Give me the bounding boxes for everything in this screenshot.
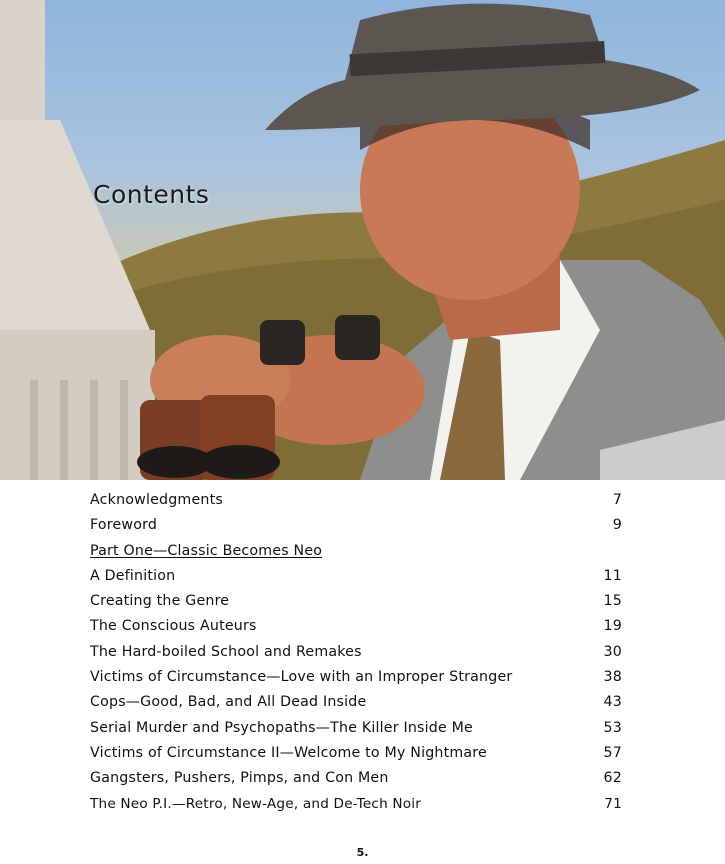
toc-entry (90, 770, 622, 795)
toc-entry-title: The Hard-boiled School and Remakes (90, 643, 362, 660)
toc-entry (90, 694, 622, 719)
toc-entry-title: Victims of Circumstance II—Welcome to My Nightmare (90, 744, 487, 761)
toc-entry-title: The Neo P.I.—Retro, New-Age, and De-Tech Noir (90, 795, 422, 812)
toc-entry-title: A Definition (90, 567, 176, 584)
toc-entry-page: 19 (603, 618, 622, 635)
toc-entry-title: Victims of Circumstance—Love with an Improper Stranger (90, 669, 513, 686)
toc-entry (90, 568, 622, 593)
toc-entry (90, 644, 622, 669)
page-number: 5. (356, 846, 369, 859)
toc-part-heading (90, 543, 622, 568)
toc-entry-page: 38 (603, 669, 622, 686)
toc-entry (90, 669, 622, 694)
toc-entry (90, 517, 622, 542)
toc-entry (90, 745, 622, 770)
toc-entry-page: 30 (603, 643, 622, 660)
toc-entry (90, 720, 622, 745)
toc-entry-title: Acknowledgments (90, 492, 223, 508)
toc-entry (90, 593, 622, 618)
toc-entry-title: Serial Murder and Psychopaths—The Killer Inside Me (90, 719, 473, 736)
toc-entry-page: 15 (603, 593, 622, 610)
toc-entry-page: 11 (603, 567, 622, 584)
toc-entry-page: 53 (603, 719, 622, 736)
toc-entry-title: The Conscious Auteurs (90, 618, 257, 635)
toc-entry (90, 618, 622, 643)
toc-entry-page: 9 (612, 517, 622, 534)
toc-entry-page: 43 (603, 694, 622, 711)
toc-part-title: Part One—Classic Becomes Neo (90, 542, 323, 559)
toc-entry-title: Creating the Genre (90, 593, 230, 610)
toc-entry (90, 796, 622, 821)
toc-entry (90, 492, 622, 517)
toc-entry-page: 7 (612, 492, 622, 508)
toc-entry-page: 57 (603, 744, 622, 761)
toc-entry-page: 71 (604, 795, 622, 812)
table-of-contents (90, 492, 622, 821)
toc-entry-title: Foreword (90, 517, 158, 534)
contents-heading: Contents (93, 180, 210, 209)
toc-entry-title: Gangsters, Pushers, Pimps, and Con Men (90, 770, 389, 787)
toc-entry-title: Cops—Good, Bad, and All Dead Inside (90, 694, 367, 711)
toc-entry-page: 62 (603, 770, 622, 787)
